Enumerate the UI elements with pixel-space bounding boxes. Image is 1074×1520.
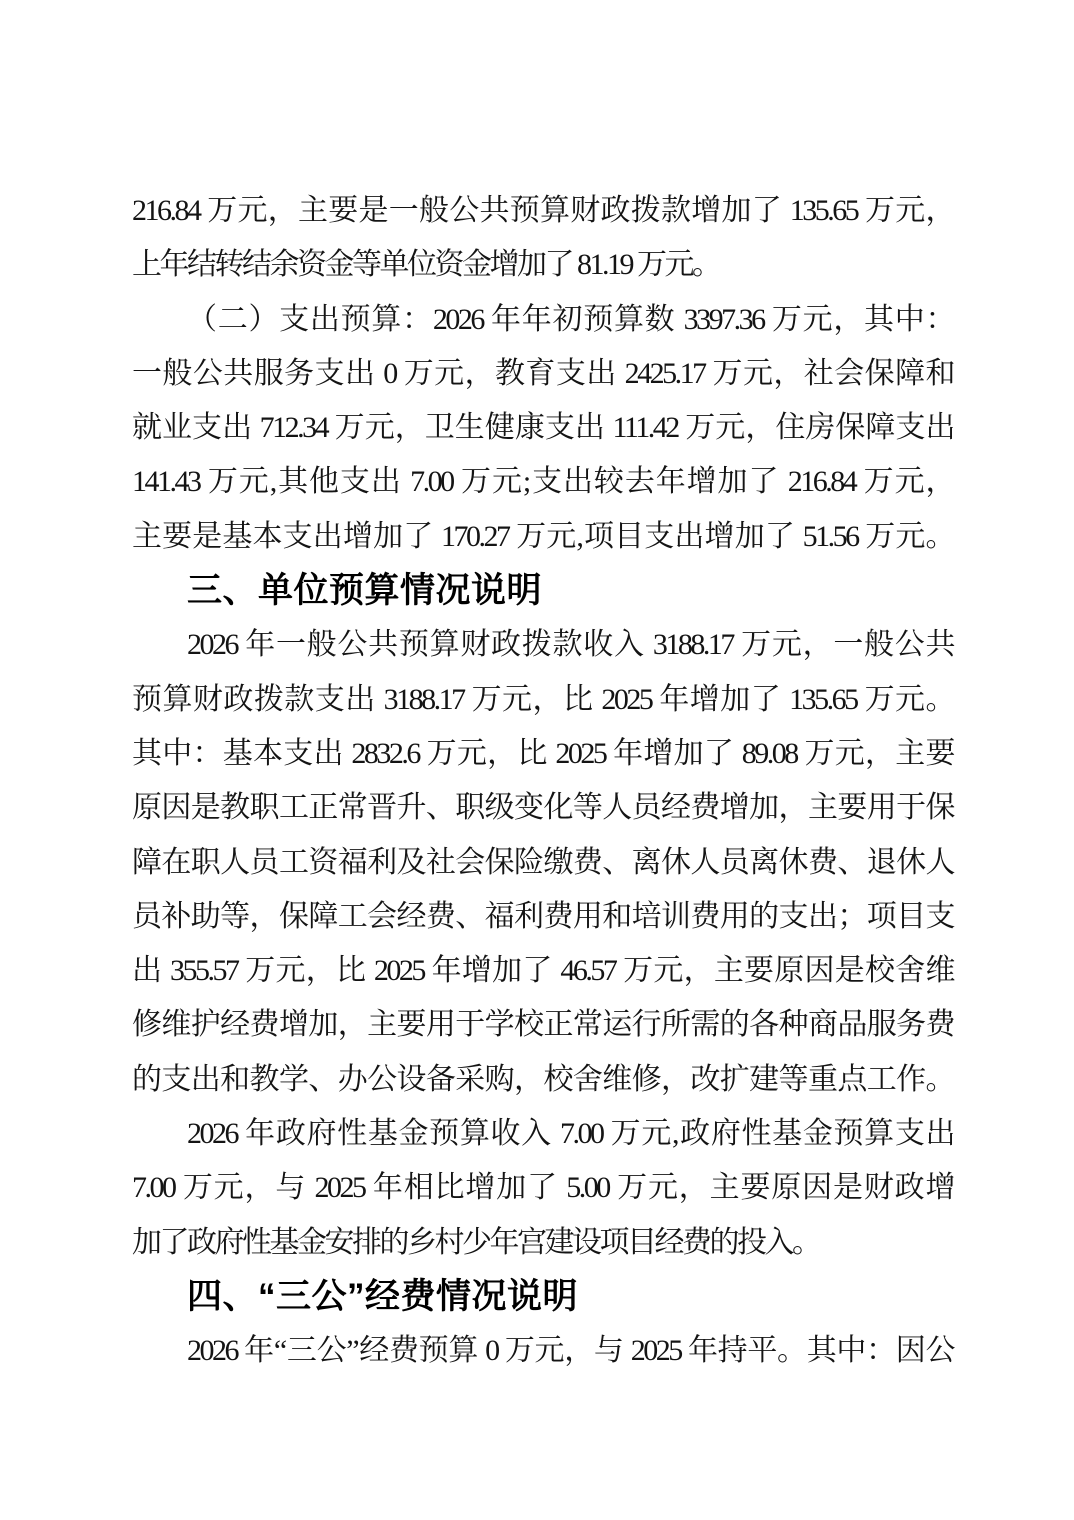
- section-heading: 三、单位预算情况说明: [187, 571, 543, 611]
- text-line: 员补助等，保障工会经费、福利费用和培训费用的支出；项目支: [132, 899, 953, 933]
- text-line: 141.43 万元,其他支出 7.00 万元;支出较去年增加了 216.84 万元，: [132, 465, 953, 499]
- text-line: 一般公共服务支出 0 万元，教育支出 2425.17 万元，社会保障和: [132, 356, 953, 390]
- text-line: 预算财政拨款支出 3188.17 万元，比 2025 年增加了 135.65 万元。: [132, 682, 953, 716]
- text-line: 2026 年一般公共预算财政拨款收入 3188.17 万元，一般公共: [187, 628, 953, 662]
- text-line: 7.00 万元，与 2025 年相比增加了 5.00 万元，主要原因是财政增: [132, 1171, 953, 1205]
- text-line: 原因是教职工正常晋升、职级变化等人员经费增加，主要用于保: [132, 791, 953, 825]
- document-text-block: [132, 184, 953, 1379]
- section-heading: 四、“三公”经费情况说明: [187, 1276, 579, 1316]
- text-line: 出 355.57 万元，比 2025 年增加了 46.57 万元，主要原因是校舍维: [132, 954, 953, 988]
- text-line: 主要是基本支出增加了 170.27 万元,项目支出增加了 51.56 万元。: [132, 519, 953, 553]
- text-line: 障在职人员工资福利及社会保险缴费、离休人员离休费、退休人: [132, 845, 953, 879]
- text-line: 2026 年政府性基金预算收入 7.00 万元,政府性基金预算支出: [187, 1117, 953, 1151]
- text-line: 的支出和教学、办公设备采购，校舍维修，改扩建等重点工作。: [132, 1062, 953, 1096]
- text-line: 加了政府性基金安排的乡村少年宫建设项目经费的投入。: [132, 1225, 820, 1259]
- text-line: （二）支出预算：2026 年年初预算数 3397.36 万元，其中：: [187, 302, 953, 336]
- text-line: 修维护经费增加，主要用于学校正常运行所需的各种商品服务费: [132, 1008, 953, 1042]
- text-line: 216.84 万元，主要是一般公共预算财政拨款增加了 135.65 万元，: [132, 194, 953, 227]
- text-line: 上年结转结余资金等单位资金增加了 81.19 万元。: [132, 248, 720, 282]
- text-line: 2026 年“三公”经费预算 0 万元，与 2025 年持平。其中：因公: [187, 1334, 953, 1368]
- text-line: 就业支出 712.34 万元，卫生健康支出 111.42 万元，住房保障支出: [132, 411, 953, 445]
- text-line: 其中：基本支出 2832.6 万元，比 2025 年增加了 89.08 万元，主要: [132, 736, 953, 770]
